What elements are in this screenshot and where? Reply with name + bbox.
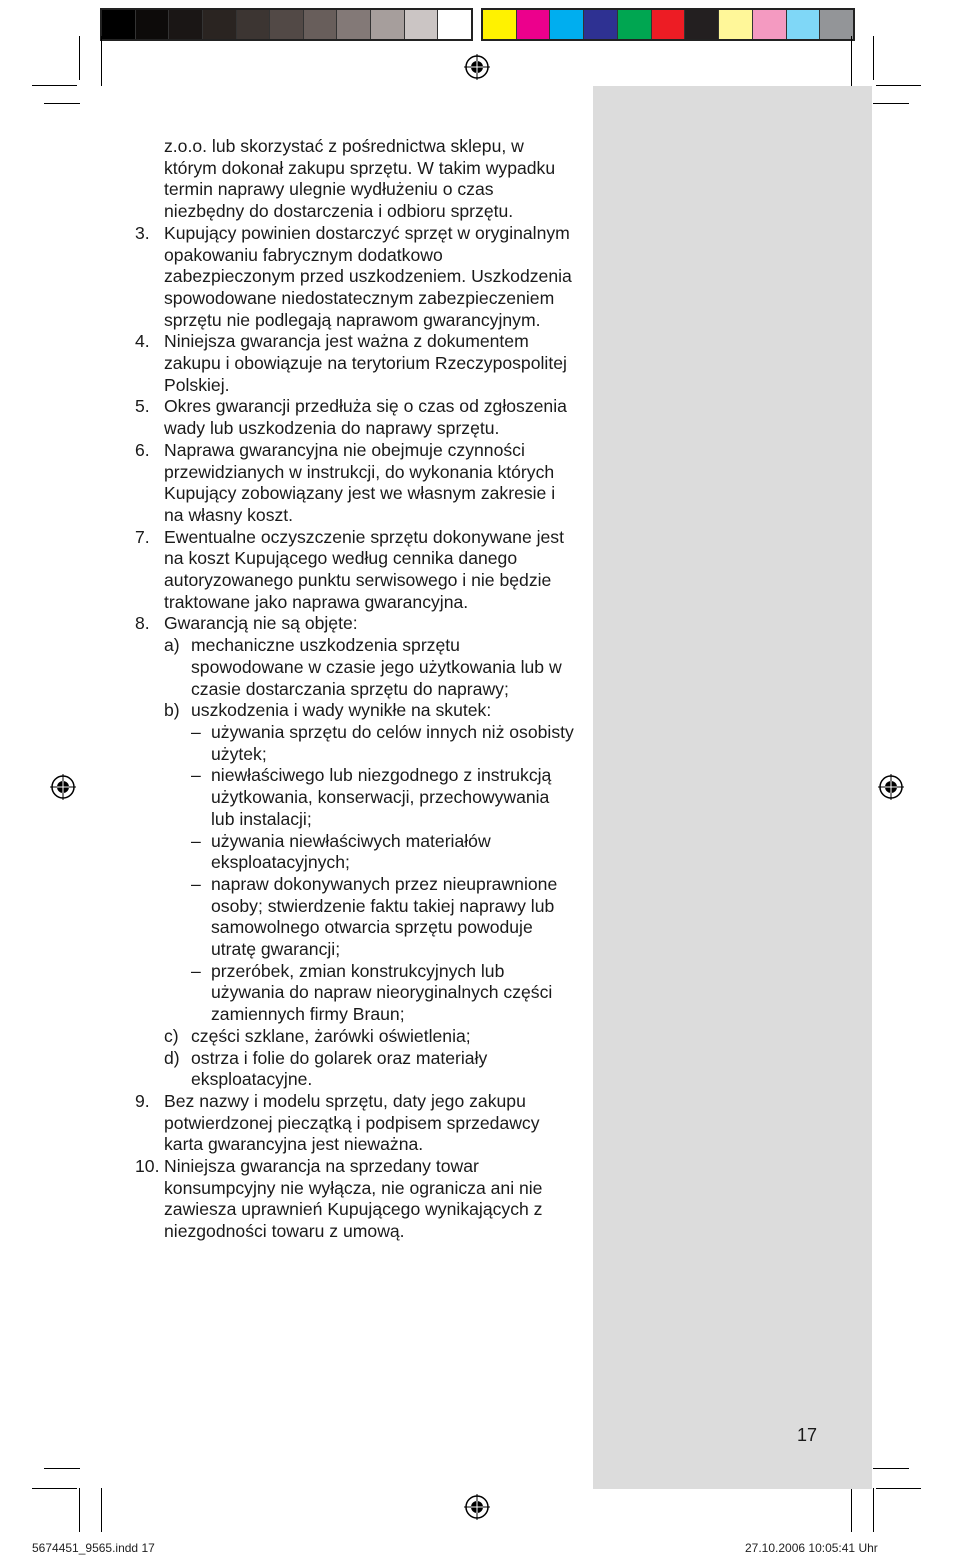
dash-text: napraw dokonywanych przez nieuprawnione osoby; stwierdzenie faktu takiej naprawy lub samowolnego otwarcia sprzętu powoduje utratę gwarancji;	[211, 873, 558, 960]
color-swatch	[169, 10, 203, 39]
color-swatch	[517, 10, 551, 39]
dash-text: używania sprzętu do celów innych niż osobisty użytek;	[211, 721, 574, 764]
item-number: 3.	[135, 222, 150, 243]
item-text: Niniejsza gwarancja jest ważna z dokumentem zakupu i obowiązuje na terytorium Rzeczypospolitej Polskiej.	[164, 331, 567, 395]
crop-mark	[873, 103, 909, 104]
list-item	[135, 1091, 575, 1156]
grey-side-panel	[593, 86, 872, 1489]
crop-mark	[873, 36, 874, 80]
dash-item	[191, 765, 575, 830]
dash-mark: –	[191, 765, 201, 786]
color-swatch	[304, 10, 338, 39]
color-swatch	[405, 10, 439, 39]
dash-item	[191, 722, 575, 765]
item-text: Naprawa gwarancyjna nie obejmuje czynności przewidzianych w instrukcji, do wykonania których Kupujący zobowiązany jest we własnym zakresie i na własny koszt.	[164, 439, 556, 525]
crop-mark	[851, 36, 852, 86]
color-swatch	[550, 10, 584, 39]
item-number: 10.	[135, 1156, 160, 1177]
item-text: Bez nazwy i modelu sprzętu, daty jego zakupu potwierdzonej pieczątką i podpisem sprzedawcy karta gwarancyjna jest nieważna.	[164, 1090, 540, 1155]
item-8-subitems	[135, 635, 575, 1091]
color-swatch	[820, 10, 853, 39]
color-swatch	[483, 10, 517, 39]
item-text: Okres gwarancji przedłuża się o czas od zgłoszenia wady lub uszkodzenia do naprawy sprzętu.	[164, 396, 567, 439]
list-item	[135, 440, 575, 527]
crop-mark	[876, 1488, 921, 1489]
crop-mark	[876, 85, 921, 86]
color-swatch	[203, 10, 237, 39]
dash-mark: –	[191, 721, 201, 742]
color-swatch	[618, 10, 652, 39]
item-number: 9.	[135, 1090, 150, 1111]
registration-mark-icon	[464, 54, 490, 80]
crop-mark	[44, 103, 80, 104]
dash-text: używania niewłaściwych materiałów eksploatacyjnych;	[211, 830, 491, 873]
footer-filename: 5674451_9565.indd 17	[32, 1541, 155, 1555]
color-swatch	[719, 10, 753, 39]
item-number: 8.	[135, 613, 150, 634]
crop-mark	[101, 1488, 102, 1532]
warranty-text	[135, 136, 575, 1243]
color-swatch	[337, 10, 371, 39]
dash-text: niewłaściwego lub niezgodnego z instrukcją użytkowania, konserwacji, przechowywania lub instalacji;	[211, 765, 552, 829]
color-swatch	[652, 10, 686, 39]
page-number: 17	[797, 1425, 818, 1445]
crop-mark	[873, 1488, 874, 1532]
list-item	[135, 527, 575, 614]
subitem-b-dashes	[164, 722, 575, 1026]
crop-mark	[851, 1488, 852, 1532]
dash-text: przeróbek, zmian konstrukcyjnych lub używania do napraw nieoryginalnych części zamiennych firmy Braun;	[211, 960, 553, 1025]
dash-mark: –	[191, 830, 201, 851]
color-swatch	[102, 10, 136, 39]
dash-mark: –	[191, 873, 201, 894]
list-item	[135, 396, 575, 439]
item-number: 7.	[135, 526, 150, 547]
color-swatch	[136, 10, 170, 39]
crop-mark	[32, 1488, 77, 1489]
registration-mark-icon	[50, 774, 76, 800]
item-text: Niniejsza gwarancja na sprzedany towar konsumpcyjny nie wyłącza, nie ogranicza ani nie zawiesza uprawnień Kupującego wynikających z niezgodności towaru z umową.	[164, 1156, 543, 1242]
intro-paragraph: z.o.o. lub skorzystać z pośrednictwa sklepu, w którym dokonał zakupu sprzętu. W takim wypadku termin naprawy ulegnie wydłużeniu o czas niezbędny do dostarczenia i odbioru sprzętu.	[164, 136, 556, 222]
crop-mark	[32, 85, 77, 86]
item-number: 6.	[135, 439, 150, 460]
color-swatch	[237, 10, 271, 39]
footer-timestamp: 27.10.2006 10:05:41 Uhr	[745, 1541, 878, 1555]
item-number: 5.	[135, 396, 150, 417]
crop-mark	[79, 36, 80, 80]
color-swatch	[753, 10, 787, 39]
item-text: Ewentualne oczyszczenie sprzętu dokonywane jest na koszt Kupującego według cennika danego autoryzowanego punktu serwisowego i nie będzie traktowane jako naprawa gwarancyjna.	[164, 526, 564, 612]
item-text: Kupujący powinien dostarczyć sprzęt w oryginalnym opakowaniu fabrycznym dodatkowo zabezpieczonym przed uszkodzeniem. Uszkodzenia spowodowane niedostatecznym zabezpieczeniem sprzętu nie podlegają naprawom gwarancyjnym.	[164, 222, 572, 330]
crop-mark	[79, 1488, 80, 1532]
list-item	[135, 1156, 575, 1243]
registration-mark-icon	[878, 774, 904, 800]
color-swatch	[787, 10, 821, 39]
color-calibration-bar-left	[100, 8, 473, 41]
item-text: Gwarancją nie są objęte:	[164, 613, 358, 634]
color-swatch	[685, 10, 719, 39]
dash-item	[191, 831, 575, 874]
color-calibration-bar-right	[481, 8, 855, 41]
dash-item	[191, 874, 575, 961]
color-swatch	[438, 10, 471, 39]
crop-mark	[44, 1468, 80, 1469]
dash-item	[191, 961, 575, 1026]
list-item	[135, 331, 575, 396]
list-item	[135, 613, 575, 635]
registration-mark-icon	[464, 1494, 490, 1520]
color-swatch	[270, 10, 304, 39]
subitem-a: a) mechaniczne uszkodzenia sprzętu spowodowane w czasie jego użytkowania lub w czasie dostarczania sprzętu do naprawy;	[164, 635, 562, 699]
crop-mark	[873, 1468, 909, 1469]
color-swatch	[584, 10, 618, 39]
item-number: 4.	[135, 331, 150, 352]
color-swatch	[371, 10, 405, 39]
subitem-d: d) ostrza i folie do golarek oraz materiały eksploatacyjne.	[164, 1047, 488, 1090]
subitem-b: b) uszkodzenia i wady wynikłe na skutek:	[164, 700, 492, 721]
subitem-c: c) części szklane, żarówki oświetlenia;	[164, 1025, 471, 1046]
list-item	[135, 223, 575, 332]
dash-mark: –	[191, 960, 201, 981]
crop-mark	[101, 36, 102, 86]
